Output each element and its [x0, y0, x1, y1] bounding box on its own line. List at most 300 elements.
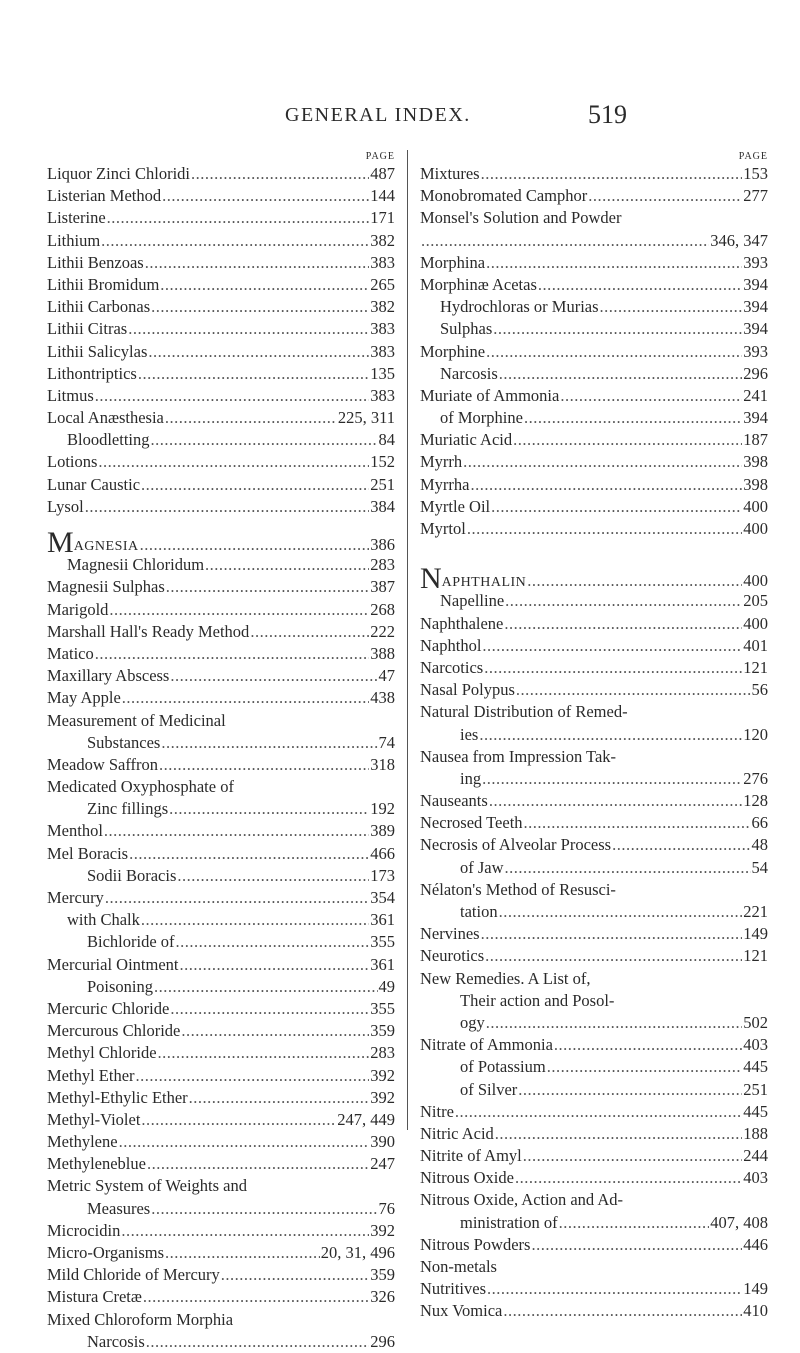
entry-term: Liquor Zinci Chloridi	[47, 164, 190, 183]
entry-term: New Remedies. A List of,	[420, 968, 591, 988]
entry-term: ministration of	[460, 1212, 558, 1232]
leader-dots	[495, 1123, 742, 1145]
entry-term: Lithii Carbonas	[47, 297, 151, 317]
index-entry	[47, 1331, 395, 1353]
entry-page: 283	[370, 1043, 395, 1063]
index-entry	[420, 657, 768, 679]
entry-page: 407, 408	[710, 1212, 768, 1232]
entry-term: Medicated Oxyphosphate of	[47, 777, 234, 797]
entry-term: Nausea from Impression Tak-	[420, 746, 617, 766]
index-entry	[420, 1056, 768, 1078]
entry-page: 120	[743, 724, 768, 744]
leader-dots	[505, 857, 751, 879]
entry-term: Nitrous Oxide	[420, 1168, 514, 1188]
index-entry	[420, 901, 768, 923]
entry-term: Narcosis	[87, 1331, 145, 1351]
index-entry	[420, 701, 768, 723]
index-entry	[47, 1131, 395, 1153]
index-entry	[420, 363, 768, 385]
index-entry	[47, 1175, 395, 1197]
index-entry	[420, 318, 768, 340]
entry-page: 386	[370, 535, 395, 554]
leader-dots	[486, 341, 742, 363]
leader-dots	[101, 230, 369, 252]
leader-dots	[148, 341, 369, 363]
leader-dots	[554, 1034, 742, 1056]
index-entry	[47, 1264, 395, 1286]
index-entry	[420, 1101, 768, 1123]
index-entry	[47, 687, 395, 709]
entry-term: of Jaw	[460, 857, 504, 877]
index-entry	[47, 163, 395, 185]
entry-page: 173	[370, 865, 395, 885]
leader-dots	[107, 207, 370, 229]
index-entry	[420, 1278, 768, 1300]
entry-page: 149	[743, 924, 768, 944]
entry-term: Mercurous Chloride	[47, 1021, 181, 1041]
entry-page: 121	[743, 946, 768, 966]
leader-dots	[85, 496, 370, 518]
leader-dots	[95, 385, 369, 407]
index-entry	[47, 1109, 395, 1131]
index-entry	[47, 207, 395, 229]
entry-page: 394	[743, 319, 768, 339]
index-entry	[420, 429, 768, 451]
index-entry	[420, 790, 768, 812]
entry-term: Mixed Chloroform Morphia	[47, 1309, 234, 1329]
leader-dots	[250, 621, 369, 643]
leader-dots	[515, 1167, 742, 1189]
section-gap	[420, 554, 768, 568]
index-entry	[420, 746, 768, 768]
column-header-page: PAGE	[365, 151, 395, 162]
index-entry	[47, 230, 395, 252]
entry-term: Lithii Bromidum	[47, 274, 160, 294]
entry-term: Lithontriptics	[47, 363, 137, 383]
entry-page: 401	[743, 635, 768, 655]
index-entry	[47, 451, 395, 473]
entry-term: Poisoning	[87, 976, 154, 996]
index-entry	[420, 1012, 768, 1034]
leader-dots	[165, 407, 337, 429]
leader-dots	[612, 834, 750, 856]
leader-dots	[151, 296, 369, 318]
leader-dots	[176, 931, 370, 953]
running-title: GENERAL INDEX.	[285, 104, 471, 126]
index-entry	[47, 554, 395, 576]
entry-term: Nélaton's Method of Resusci-	[420, 879, 616, 899]
index-entry	[420, 296, 768, 318]
entry-page: 171	[370, 208, 395, 228]
entry-page: 394	[743, 408, 768, 428]
entry-term: Naphthalene	[420, 613, 504, 633]
entry-page: 382	[370, 230, 395, 250]
entry-page: 445	[743, 1057, 768, 1077]
section-gap	[420, 540, 768, 554]
leader-dots	[516, 679, 751, 701]
index-column-left	[47, 150, 395, 1353]
index-entry	[47, 732, 395, 754]
leader-dots	[467, 518, 742, 540]
leader-dots	[513, 429, 742, 451]
leader-dots	[121, 1220, 369, 1242]
entry-page: 188	[743, 1123, 768, 1143]
entry-page: 398	[743, 452, 768, 472]
entry-term: Neurotics	[420, 946, 485, 966]
leader-dots	[538, 274, 742, 296]
entry-page: 400	[743, 613, 768, 633]
entry-term: Hydrochloras or Murias	[440, 297, 599, 317]
entry-page: 205	[743, 591, 768, 611]
index-entry	[420, 1167, 768, 1189]
index-entry	[420, 879, 768, 901]
leader-dots	[560, 385, 742, 407]
entry-page: 400	[743, 571, 768, 591]
column-divider	[407, 150, 408, 1130]
leader-dots	[129, 843, 369, 865]
index-entry	[47, 318, 395, 340]
entry-page: 383	[370, 252, 395, 272]
entry-page: 152	[370, 452, 395, 472]
entry-page: 445	[743, 1101, 768, 1121]
entry-term: Marigold	[47, 599, 109, 619]
entry-term: Sodii Boracis	[87, 865, 177, 885]
index-column-right	[420, 150, 768, 1323]
page-header	[0, 100, 800, 140]
index-entry	[47, 710, 395, 732]
index-entry	[47, 976, 395, 998]
index-entry	[420, 1079, 768, 1101]
entry-term: Nux Vomica	[420, 1301, 503, 1321]
leader-dots	[221, 1264, 369, 1286]
entry-page: 466	[370, 843, 395, 863]
index-entry	[47, 1220, 395, 1242]
entry-term: Monobromated Camphor	[420, 186, 588, 206]
leader-dots	[479, 724, 742, 746]
index-entry	[420, 207, 768, 229]
index-entry	[47, 274, 395, 296]
entry-term: Nitrite of Amyl	[420, 1146, 522, 1166]
leader-dots	[159, 754, 369, 776]
leader-dots	[485, 945, 742, 967]
leader-dots	[547, 1056, 743, 1078]
entry-page: 400	[743, 519, 768, 538]
leader-dots	[481, 163, 743, 185]
entry-term: Mercury	[47, 888, 104, 907]
entry-term: Microcidin	[47, 1220, 121, 1240]
entry-page: 384	[370, 496, 395, 516]
entry-term: Nutritives	[420, 1279, 486, 1299]
leader-dots	[505, 590, 742, 612]
index-entry	[47, 1198, 395, 1220]
entry-term: Nitric Acid	[420, 1123, 494, 1143]
entry-term: Myrrh	[420, 452, 463, 472]
entry-page: 403	[743, 1035, 768, 1055]
leader-dots	[482, 635, 742, 657]
index-entry	[47, 407, 395, 429]
entry-page: 393	[743, 341, 768, 361]
leader-dots	[484, 657, 742, 679]
entry-page: 403	[743, 1168, 768, 1188]
entry-page: 361	[370, 910, 395, 930]
entry-term: Methyl Ether	[47, 1065, 135, 1085]
leader-dots	[177, 865, 369, 887]
leader-dots	[523, 1145, 743, 1167]
index-entry	[47, 1020, 395, 1042]
index-entry	[420, 185, 768, 207]
entry-page: 241	[743, 385, 768, 405]
entry-page: 84	[378, 430, 395, 450]
entry-page: 225, 311	[337, 408, 395, 428]
index-entry	[420, 1189, 768, 1211]
entry-term: Listerine	[47, 208, 106, 228]
leader-dots	[600, 296, 743, 318]
leader-dots	[421, 230, 709, 252]
leader-dots	[503, 1300, 742, 1322]
leader-dots	[138, 363, 369, 385]
entry-term: Nitrate of Ammonia	[420, 1035, 553, 1055]
leader-dots	[482, 768, 742, 790]
leader-dots	[487, 1278, 742, 1300]
entry-term: Nitrous Oxide, Action and Ad-	[420, 1190, 624, 1210]
entry-term: Menthol	[47, 821, 103, 841]
entry-page: 149	[743, 1279, 768, 1299]
leader-dots	[151, 429, 378, 451]
index-entry	[47, 665, 395, 687]
entry-page: 54	[751, 857, 768, 877]
page-number: 519	[588, 100, 627, 129]
entry-page: 144	[370, 186, 395, 206]
leader-dots	[154, 976, 377, 998]
index-entry	[47, 954, 395, 976]
entry-page: 283	[370, 555, 395, 575]
entry-page: 47	[378, 666, 395, 686]
entry-page: 74	[378, 732, 395, 752]
entry-term: Methyl Chloride	[47, 1043, 157, 1063]
leader-dots	[166, 576, 369, 598]
entry-term: Substances	[87, 732, 161, 752]
index-entry	[420, 724, 768, 746]
entry-page: 446	[743, 1234, 768, 1254]
leader-dots	[524, 407, 742, 429]
entry-page: 392	[370, 1065, 395, 1085]
entry-term: Narcosis	[440, 363, 498, 383]
leader-dots	[455, 1101, 742, 1123]
entry-term: Matico	[47, 643, 94, 663]
index-entry	[47, 621, 395, 643]
leader-dots	[531, 1234, 742, 1256]
index-entry	[47, 296, 395, 318]
entry-page: 355	[370, 932, 395, 952]
leader-dots	[181, 1020, 369, 1042]
index-entry	[47, 931, 395, 953]
leader-dots	[141, 1109, 336, 1131]
index-entry	[420, 341, 768, 363]
entry-term-rest: AGNESIA	[73, 539, 139, 554]
leader-dots	[524, 812, 751, 834]
entry-page: 318	[370, 754, 395, 774]
leader-dots	[147, 1153, 369, 1175]
entry-page: 382	[370, 297, 395, 317]
entry-term: of Morphine	[440, 408, 523, 428]
entry-term: Lithii Benzoas	[47, 252, 144, 272]
leader-dots	[141, 474, 369, 496]
entry-page: 187	[743, 430, 768, 450]
leader-dots	[158, 1042, 370, 1064]
entry-term: Measures	[87, 1198, 151, 1218]
entry-term: Lotions	[47, 452, 98, 472]
entry-page: 400	[743, 496, 768, 516]
leader-dots	[470, 474, 742, 496]
index-entry	[420, 1145, 768, 1167]
entry-term: Meadow Saffron	[47, 754, 159, 774]
leader-dots	[491, 496, 742, 518]
entry-term: Morphina	[420, 252, 486, 272]
entry-page: 153	[743, 164, 768, 183]
index-entry	[47, 843, 395, 865]
entry-term: Listerian Method	[47, 186, 162, 206]
index-entry	[420, 163, 768, 185]
entry-term: Natural Distribution of Remed-	[420, 702, 628, 722]
entry-page: 359	[370, 1265, 395, 1285]
index-entry	[420, 945, 768, 967]
leader-dots	[143, 1286, 369, 1308]
entry-term: Narcotics	[420, 657, 484, 677]
leader-dots	[588, 185, 742, 207]
drop-capital: N	[420, 568, 442, 591]
entry-page: 251	[370, 474, 395, 494]
leader-dots	[518, 1079, 742, 1101]
entry-page: 276	[743, 768, 768, 788]
entry-term: Myrtol	[420, 519, 466, 538]
entry-term: Muriate of Ammonia	[420, 385, 560, 405]
index-entry	[47, 252, 395, 274]
entry-page: 383	[370, 385, 395, 405]
index-entry	[47, 429, 395, 451]
entry-term: of Potassium	[460, 1057, 546, 1077]
leader-dots	[189, 1087, 370, 1109]
leader-dots	[165, 1242, 320, 1264]
entry-page: 244	[743, 1146, 768, 1166]
entry-term: Marshall Hall's Ready Method	[47, 621, 250, 641]
leader-dots	[136, 1065, 370, 1087]
index-entry	[47, 532, 395, 554]
entry-term: with Chalk	[67, 910, 140, 930]
leader-dots	[180, 954, 370, 976]
entry-term: Methyl-Ethylic Ether	[47, 1087, 188, 1107]
entry-page: 56	[751, 680, 768, 700]
entry-page: 66	[751, 813, 768, 833]
leader-dots	[146, 1331, 370, 1353]
entry-page: 361	[370, 954, 395, 974]
entry-term: Micro-Organisms	[47, 1243, 165, 1262]
index-entry	[47, 385, 395, 407]
index-entry	[47, 1153, 395, 1175]
index-entry	[420, 923, 768, 945]
entry-page: 390	[370, 1132, 395, 1152]
leader-dots	[169, 798, 369, 820]
index-entry	[420, 407, 768, 429]
entry-page: 247	[370, 1154, 395, 1174]
entry-term: Magnesii Sulphas	[47, 577, 165, 597]
entry-page: 268	[370, 599, 395, 619]
entry-term: Nauseants	[420, 791, 488, 811]
index-entry	[47, 1087, 395, 1109]
entry-term: Mistura Cretæ	[47, 1287, 142, 1307]
entry-term: Lunar Caustic	[47, 474, 141, 494]
entry-page: 20, 31, 496	[320, 1243, 395, 1262]
index-entry	[47, 798, 395, 820]
index-entry	[47, 474, 395, 496]
entry-term-rest: APHTHALIN	[441, 575, 527, 591]
index-entry	[420, 1256, 768, 1278]
leader-dots	[95, 643, 370, 665]
entry-term: Necrosed Teeth	[420, 813, 523, 833]
entry-term: Necrosis of Alveolar Process	[420, 835, 612, 855]
entry-page: 222	[370, 621, 395, 641]
entry-term: Lithium	[47, 230, 101, 250]
index-entry	[47, 1286, 395, 1308]
index-entry	[420, 834, 768, 856]
entry-page: 48	[751, 835, 768, 855]
index-entry	[420, 230, 768, 252]
entry-term: Nasal Polypus	[420, 680, 515, 700]
entry-term: Methyleneblue	[47, 1154, 146, 1174]
leader-dots	[489, 790, 742, 812]
entry-page: 277	[743, 186, 768, 206]
leader-dots	[128, 318, 369, 340]
index-entry	[420, 990, 768, 1012]
leader-dots	[104, 820, 369, 842]
entry-term: Mixtures	[420, 164, 480, 183]
entry-term: Nitrous Powders	[420, 1234, 531, 1254]
entry-term: Lithii Salicylas	[47, 341, 148, 361]
entry-page: 383	[370, 319, 395, 339]
entry-term: ing	[460, 768, 482, 788]
leader-dots	[499, 901, 743, 923]
entry-term: Non-metals	[420, 1257, 497, 1276]
entry-term	[420, 568, 526, 590]
leader-dots	[98, 451, 369, 473]
entry-page: 128	[743, 791, 768, 811]
index-entry	[47, 865, 395, 887]
index-entry	[47, 643, 395, 665]
entry-term: Lysol	[47, 496, 84, 516]
leader-dots	[140, 534, 370, 554]
index-entry	[420, 1123, 768, 1145]
leader-dots	[486, 1012, 743, 1034]
entry-term: ogy	[460, 1012, 485, 1032]
entry-term	[47, 532, 139, 554]
entry-term: of Silver	[460, 1079, 518, 1099]
entry-page: 394	[743, 274, 768, 294]
entry-page: 387	[370, 577, 395, 597]
leader-dots	[499, 363, 743, 385]
leader-dots	[151, 1198, 377, 1220]
index-entry	[420, 451, 768, 473]
entry-page: 502	[743, 1012, 768, 1032]
index-entry	[420, 590, 768, 612]
index-entry	[47, 887, 395, 909]
leader-dots	[493, 318, 742, 340]
index-entry	[420, 474, 768, 496]
entry-term: Methylene	[47, 1132, 118, 1152]
entry-term: May Apple	[47, 688, 121, 708]
entry-page: 251	[743, 1079, 768, 1099]
index-entry	[420, 812, 768, 834]
entry-term: Mercurial Ointment	[47, 954, 179, 974]
leader-dots	[463, 451, 742, 473]
